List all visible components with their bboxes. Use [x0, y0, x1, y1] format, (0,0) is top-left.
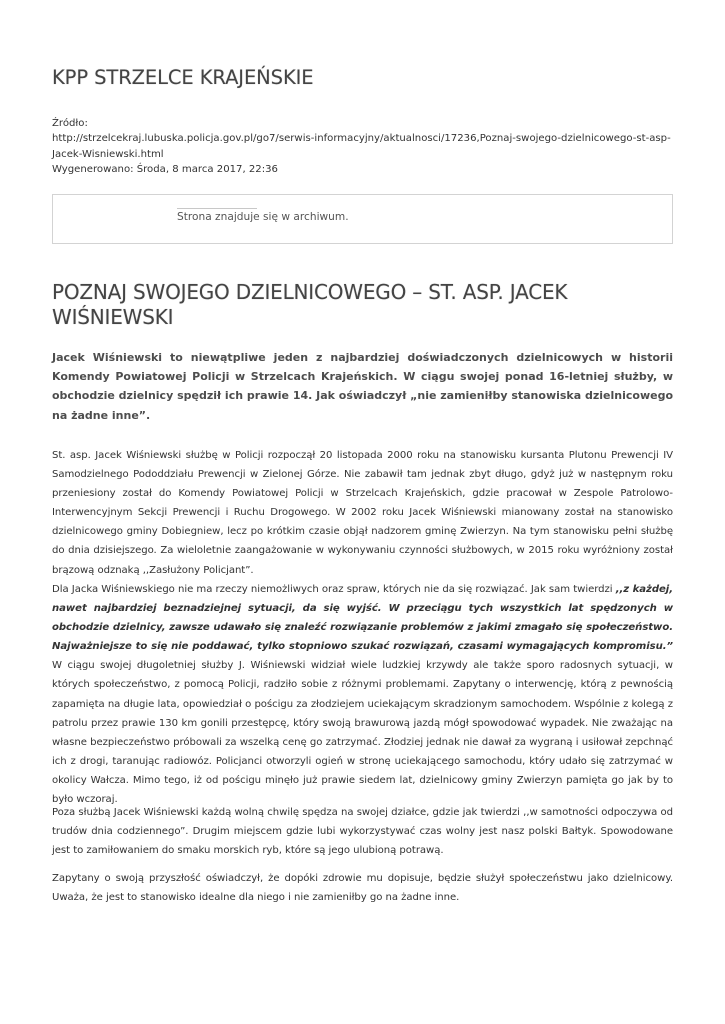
source-info [52, 116, 673, 178]
paragraph-2-rest: W ciągu swojej długoletniej służby J. Wiśniewski widział wiele ludzkiej krzywdy ale także sporo radosnych sytuacji, w których społeczeństwo, z pomocą Policji, radziło sobie z różnymi problemami. Zapytany o interwencję, którą z pewnością zapamięta na długie lata, opowiedział o pościgu za złodziejem uciekającym skradzionym samochodem. Wspólnie z kolegą z patrolu przez prawie 130 km gonili przestępcę, który swoją brawurową jazdą mógł spowodować wypadek. Nie zważając na własne bezpieczeństwo próbowali za wszelką cenę go zatrzymać. Złodziej jednak nie dawał za wygraną i usiłował zepchnąć ich z drogi, taranując radiowóz. Policjanci otworzyli ogień w stronę uciekającego samochodu, który udało się zatrzymać w okolicy Wałcza. Mimo tego, iż od pościgu minęło już prawie siedem lat, dzielnicowy gminy Zwierzyn pamięta go jak by to było wczoraj. [52, 660, 673, 806]
archive-notice-box [52, 194, 673, 244]
generated-date: Wygenerowano: Środa, 8 marca 2017, 22:36 [52, 164, 278, 176]
archive-divider [177, 208, 257, 209]
article-lead: Jacek Wiśniewski to niewątpliwe jeden z najbardziej doświadczonych dzielnicowych w historii Komendy Powiatowej Policji w Strzelcach Krajeńskich. W ciągu swojej ponad 16-letniej służby, w obchodzie dzielnicy spędził ich prawie 14. Jak oświadczył „nie zamieniłby stanowiska dzielnicowego na żadne inne”. [52, 351, 674, 422]
article-paragraph-3: Poza służbą Jacek Wiśniewski każdą wolną chwilę spędza na swojej działce, gdzie jak twierdzi ,,w samotności odpoczywa od trudów dnia codziennego”. Drugim miejscem gdzie lubi wykorzystywać czas wolny jest nasz polski Bałtyk. Spowodowane jest to zamiłowaniem do smaku morskich ryb, które są jego ulubioną potrawą. [52, 807, 673, 857]
article-paragraph-4: Zapytany o swoją przyszłość oświadczył, że dopóki zdrowie mu dopisuje, będzie służył społeczeństwu jako dzielnicowy. Uważa, że jest to stanowisko idealne dla niego i nie zamieniłby go na żadne inne. [52, 873, 673, 904]
article-paragraph-2 [52, 580, 673, 809]
paragraph-2-quote: ,,z każdej, nawet najbardziej beznadziejnej sytuacji, da się wyjść. W przeciągu tych wszystkich lat spędzonych w obchodzie dzielnicy, zawsze udawało się znaleźć rozwiązanie problemów z jakimi zmagało się społeczeństwo. Najważniejsze to się nie poddawać, tylko stopniowo szukać rozwiązań, czasami wymagających kompromisu.” [52, 584, 673, 653]
article-paragraph-1: St. asp. Jacek Wiśniewski służbę w Policji rozpoczął 20 listopada 2000 roku na stanowisku kursanta Plutonu Prewencji IV Samodzielnego Pododdziału Prewencji w Zielonej Górze. Nie zabawił tam jednak zbyt długo, gdyż już w następnym roku przeniesiony został do Komendy Powiatowej Policji w Strzelcach Krajeńskich, gdzie pracował w Zespole Patrolowo-Interwencyjnym Sekcji Prewencji i Ruchu Drogowego. W 2002 roku Jacek Wiśniewski mianowany został na stanowisko dzielnicowego gminy Dobiegniew, lecz po krótkim czasie objął nadzorem gminę Zwierzyn. Na tym stanowisku pełni służbę do dnia dzisiejszego. Za wieloletnie zaangażowanie w wykonywaniu czynności służbowych, w 2015 roku wyróżniony został brązową odznaką ,,Zasłużony Policjant”. [52, 450, 673, 576]
article-title: POZNAJ SWOJEGO DZIELNICOWEGO – ST. ASP. JACEK WIŚNIEWSKI [52, 280, 568, 329]
source-url[interactable]: http://strzelcekraj.lubuska.policja.gov.pl/go7/serwis-informacyjny/aktualnosci/17236,Poznaj-swojego-dzielnicowego-st-asp-Jacek-Wisniewski.html [52, 133, 671, 160]
archive-notice-text: Strona znajduje się w archiwum. [177, 211, 349, 223]
paragraph-2-intro: Dla Jacka Wiśniewskiego nie ma rzeczy niemożliwych oraz spraw, których nie da się rozwiązać. Jak sam twierdzi [52, 584, 616, 595]
site-title: KPP STRZELCE KRAJEŃSKIE [52, 66, 314, 89]
source-label: Źródło: [52, 118, 88, 129]
